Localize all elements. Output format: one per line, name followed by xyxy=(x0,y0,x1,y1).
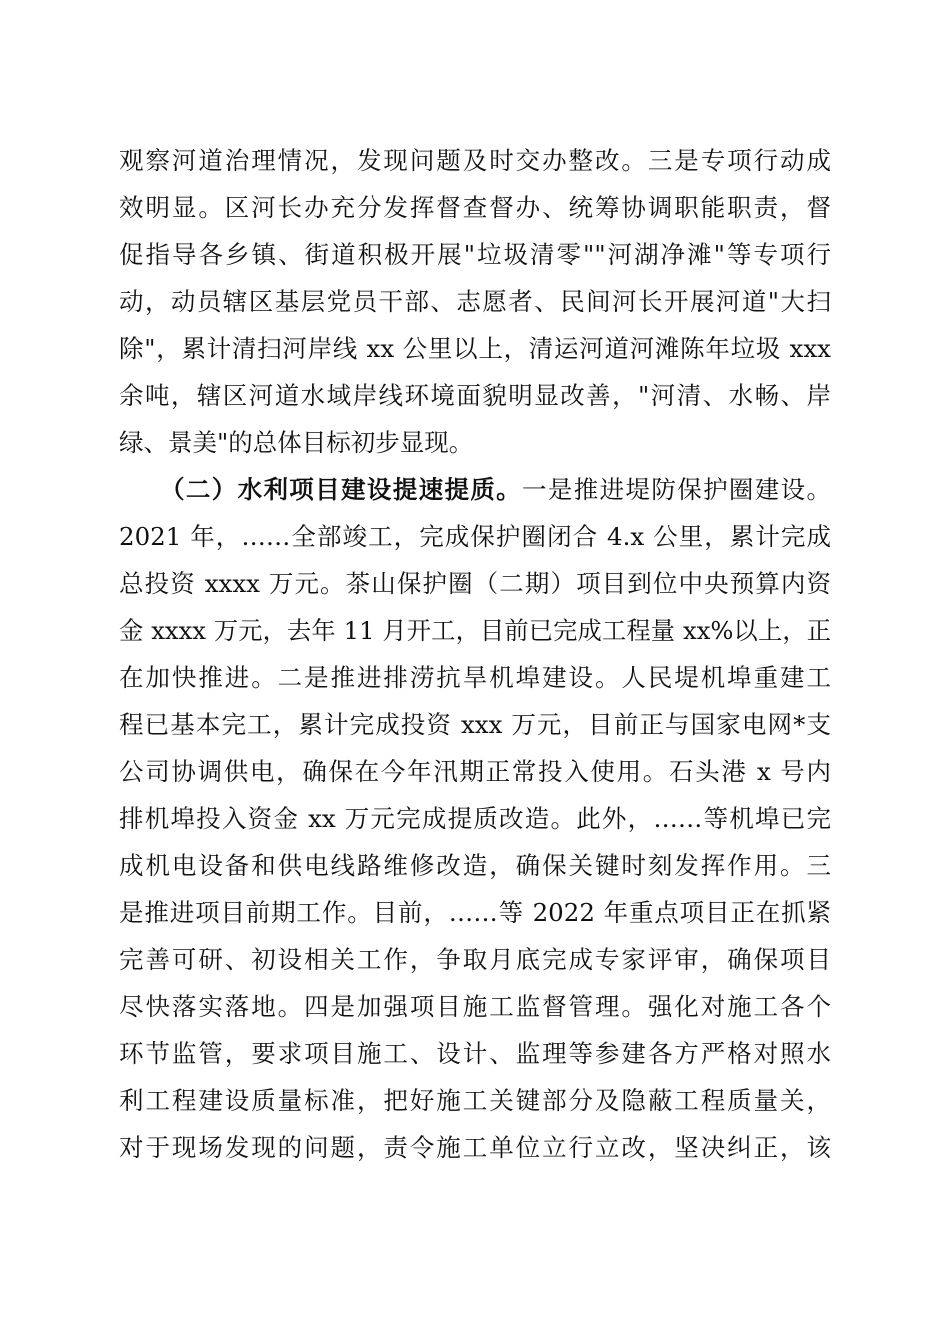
paragraph-line: 动，动员辖区基层党员干部、志愿者、民间河长开展河道"大扫 xyxy=(119,287,831,316)
paragraph-line: 观察河道治理情况，发现问题及时交办整改。三是专项行动成 xyxy=(119,146,831,175)
paragraph-line: 公司协调供电，确保在今年汛期正常投入使用。石头港 x 号内 xyxy=(119,757,831,786)
paragraph-line: 尽快落实落地。四是加强项目施工监督管理。强化对施工各个 xyxy=(119,992,831,1021)
paragraph-line: 在加快推进。二是推进排涝抗旱机埠建设。人民堤机埠重建工 xyxy=(119,663,831,692)
paragraph-line: 完善可研、初设相关工作，争取月底完成专家评审，确保项目 xyxy=(119,945,831,974)
paragraph-line: 对于现场发现的问题，责令施工单位立行立改，坚决纠正，该 xyxy=(119,1133,831,1162)
paragraph-line: 金 xxxx 万元，去年 11 月开工，目前已完成工程量 xx%以上，正 xyxy=(119,616,831,645)
paragraph-line: 除"，累计清扫河岸线 xx 公里以上，清运河道河滩陈年垃圾 xxx xyxy=(119,334,831,363)
paragraph-line: 是推进项目前期工作。目前，……等 2022 年重点项目正在抓紧 xyxy=(119,898,831,927)
paragraph-line: 效明显。区河长办充分发挥督查督办、统筹协调职能职责，督 xyxy=(119,193,831,222)
paragraph-line: 余吨，辖区河道水域岸线环境面貌明显改善，"河清、水畅、岸 xyxy=(119,381,831,410)
paragraph-line: 排机埠投入资金 xx 万元完成提质改造。此外，……等机埠已完 xyxy=(119,804,831,833)
heading-line-rest: 一是推进堤防保护圈建设。 xyxy=(522,475,832,504)
paragraph-line: 绿、景美"的总体目标初步显现。 xyxy=(119,428,474,457)
paragraph-line: 利工程建设质量标准，把好施工关键部分及隐蔽工程质量关， xyxy=(119,1086,831,1115)
section-heading: （二）水利项目建设提速提质。 xyxy=(160,475,523,504)
paragraph-line: 成机电设备和供电线路维修改造，确保关键时刻发挥作用。三 xyxy=(119,851,831,880)
paragraph-line: 总投资 xxxx 万元。茶山保护圈（二期）项目到位中央预算内资 xyxy=(119,569,831,598)
section-heading-line xyxy=(160,472,831,508)
paragraph-line: 程已基本完工，累计完成投资 xxx 万元，目前正与国家电网*支 xyxy=(119,710,831,739)
paragraph-line: 2021 年，……全部竣工，完成保护圈闭合 4.x 公里，累计完成 xyxy=(119,522,831,551)
paragraph-line: 促指导各乡镇、街道积极开展"垃圾清零""河湖净滩"等专项行 xyxy=(119,240,831,269)
paragraph-line: 环节监管，要求项目施工、设计、监理等参建各方严格对照水 xyxy=(119,1039,831,1068)
